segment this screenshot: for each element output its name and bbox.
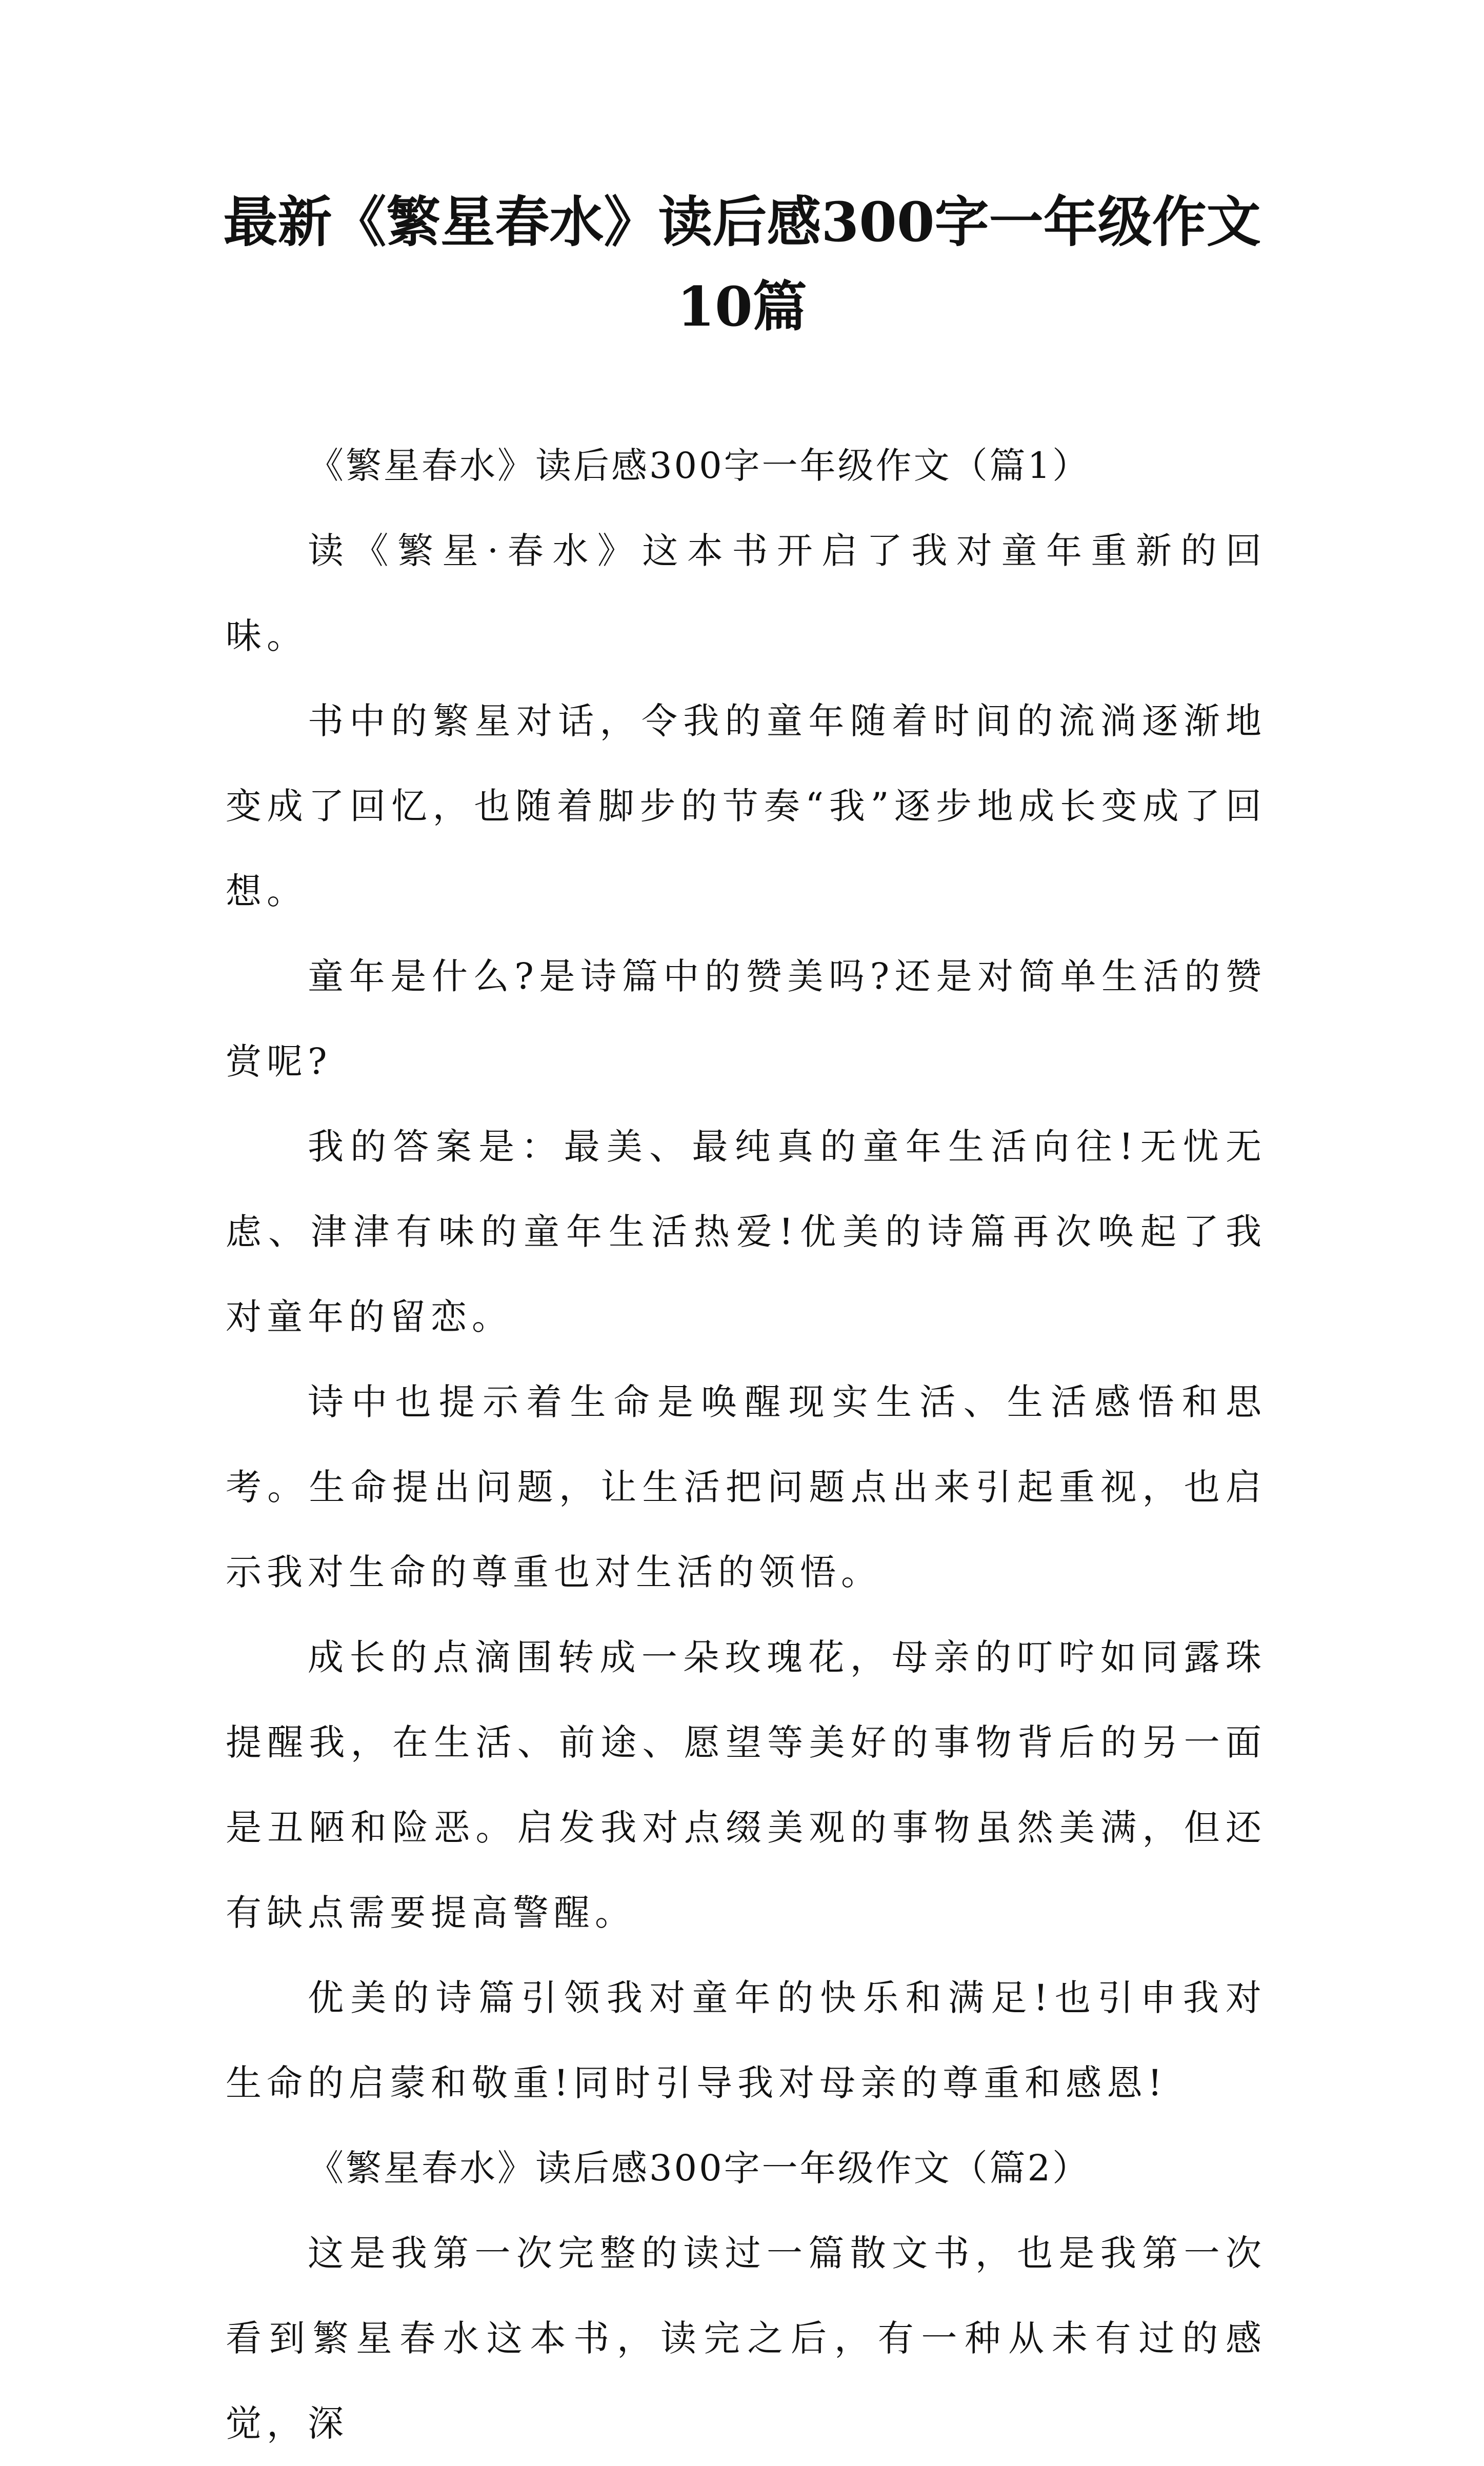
paragraph: 优美的诗篇引领我对童年的快乐和满足!也引申我对生命的启蒙和敬重!同时引导我对母亲的尊重和感恩! [226, 1977, 1267, 2104]
document-title [195, 179, 1289, 349]
paragraph: 成长的点滴围转成一朵玫瑰花，母亲的叮咛如同露珠提醒我，在生活、前途、愿望等美好的事物背后的另一面是丑陋和险恶。启发我对点缀美观的事物虽然美满，但还有缺点需要提高警醒。 [226, 1636, 1267, 1934]
title-line-1: 最新《繁星春水》读后感300字一年级作文 [223, 190, 1261, 254]
section-heading-2: 《繁星春水》读后感300字一年级作文（篇2） [308, 2147, 1091, 2189]
paragraph: 诗中也提示着生命是唤醒现实生活、生活感悟和思考。生命提出问题，让生活把问题点出来引起重视，也启示我对生命的尊重也对生活的领悟。 [226, 1381, 1267, 1593]
paragraph: 童年是什么?是诗篇中的赞美吗?还是对简单生活的赞赏呢? [226, 955, 1267, 1082]
paragraph: 读《繁星·春水》这本书开启了我对童年重新的回味。 [226, 530, 1267, 657]
document-body [226, 423, 1267, 2466]
paragraph: 我的答案是：最美、最纯真的童年生活向往!无忧无虑、津津有味的童年生活热爱!优美的诗篇再次唤起了我对童年的留恋。 [226, 1126, 1267, 1338]
paragraph: 这是我第一次完整的读过一篇散文书，也是我第一次看到繁星春水这本书，读完之后，有一种从未有过的感觉，深 [226, 2232, 1267, 2444]
title-line-2: 10篇 [677, 274, 807, 338]
paragraph: 书中的繁星对话，令我的童年随着时间的流淌逐渐地变成了回忆，也随着脚步的节奏“我”逐步地成长变成了回想。 [226, 700, 1267, 912]
section-heading-1: 《繁星春水》读后感300字一年级作文（篇1） [308, 445, 1091, 487]
